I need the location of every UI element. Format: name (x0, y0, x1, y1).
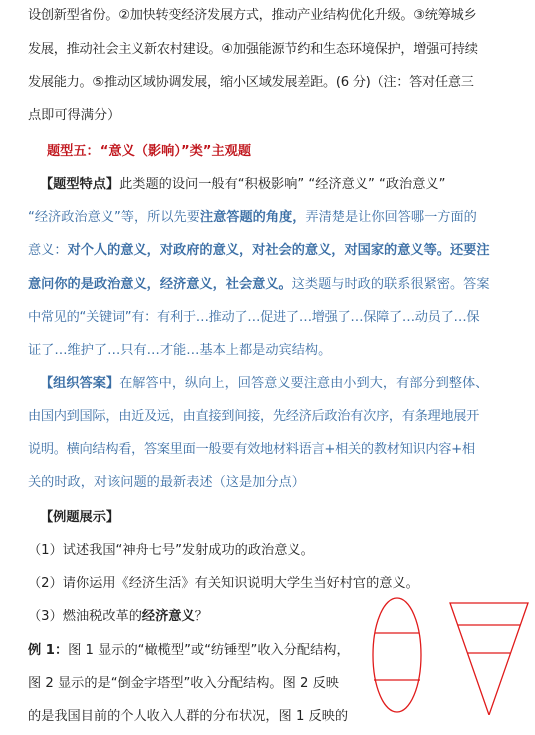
paragraph-line: 发展能力。⑤推动区域协调发展，缩小区域发展差距。(6 分)（注：答对任意三 (28, 75, 474, 90)
question-text: （3）燃油税改革的 (28, 609, 142, 624)
example-text-line: 的是我国目前的个人收入人群的分布状况，图 1 反映的 (28, 709, 349, 724)
inverted-pyramid-figure (450, 603, 528, 715)
organize-line: 由国内到国际，由近及远，由直接到间接，先经济后政治有次序，有条理地展开 (28, 409, 480, 424)
features-line (28, 275, 527, 295)
features-line: 中常见的“关键词”有：有利于…推动了…促进了…增强了…保障了…动员了…保 (28, 310, 480, 325)
example-question: （2）请你运用《经济生活》有关知识说明大学生当好村官的意义。 (28, 576, 419, 591)
income-distribution-figures (360, 595, 535, 715)
features-text: 这类题与时政的联系很紧密。答案 (291, 277, 490, 292)
features-line (28, 208, 527, 228)
question-emphasis: 经济意义 (141, 609, 195, 624)
features-emphasis: 意问你的是政治意义，经济意义，社会意义。 (28, 277, 292, 292)
organize-line: 说明。横向结构看，答案里面一般要有效地材料语言+相关的教材知识内容+相 (28, 442, 475, 457)
example-text: 图 1 显示的“橄榄型”或“纺锤型”收入分配结构， (68, 643, 350, 658)
examples-heading: 【例题展示】 (40, 510, 120, 525)
features-line (40, 175, 527, 195)
organize-text: 在解答中，纵向上，回答意义要注意由小到大，有部分到整体、 (119, 376, 489, 391)
organize-label: 【组织答案】 (40, 376, 120, 391)
example-question: （1）试述我国“神舟七号”发射成功的政治意义。 (28, 543, 314, 558)
example-text-line: 图 2 显示的是“倒金字塔型”收入分配结构。图 2 反映 (28, 676, 339, 691)
example-label: 例 1： (28, 643, 69, 658)
section-title: 题型五：“意义（影响）”类”主观题 (47, 144, 252, 159)
paragraph-line: 点即可得满分） (28, 108, 121, 123)
features-text: “经济政治意义”等， (28, 210, 148, 225)
features-line: 证了…维护了…只有…才能…基本上都是动宾结构。 (28, 343, 332, 358)
organize-line: 关的时政，对该问题的最新表述（这是加分点） (28, 475, 305, 490)
features-text: 所以先要 (147, 210, 200, 225)
features-text: 意义： (28, 243, 68, 258)
question-text: ？ (194, 609, 208, 624)
olive-shape-figure (373, 598, 421, 712)
features-line (28, 241, 527, 261)
organize-line (40, 374, 527, 394)
paragraph-line: 设创新型省份。②加快转变经济发展方式，推动产业结构优化升级。③统筹城乡 (28, 8, 477, 23)
paragraph-line: 发展，推动社会主义新农村建设。④加强能源节约和生态环境保护，增强可持续 (28, 42, 478, 57)
features-emphasis: 对个人的意义，对政府的意义，对社会的意义，对国家的意义等。还要注 (67, 243, 490, 258)
features-label: 【题型特点】 (40, 177, 120, 192)
features-text: 此类题的设问一般有“积极影响” “经济意义” “政治意义” (119, 177, 446, 192)
features-emphasis: 注意答题的角度， (199, 210, 306, 225)
features-text: 弄清楚是让你回答哪一方面的 (305, 210, 477, 225)
example-text-line (28, 641, 350, 661)
